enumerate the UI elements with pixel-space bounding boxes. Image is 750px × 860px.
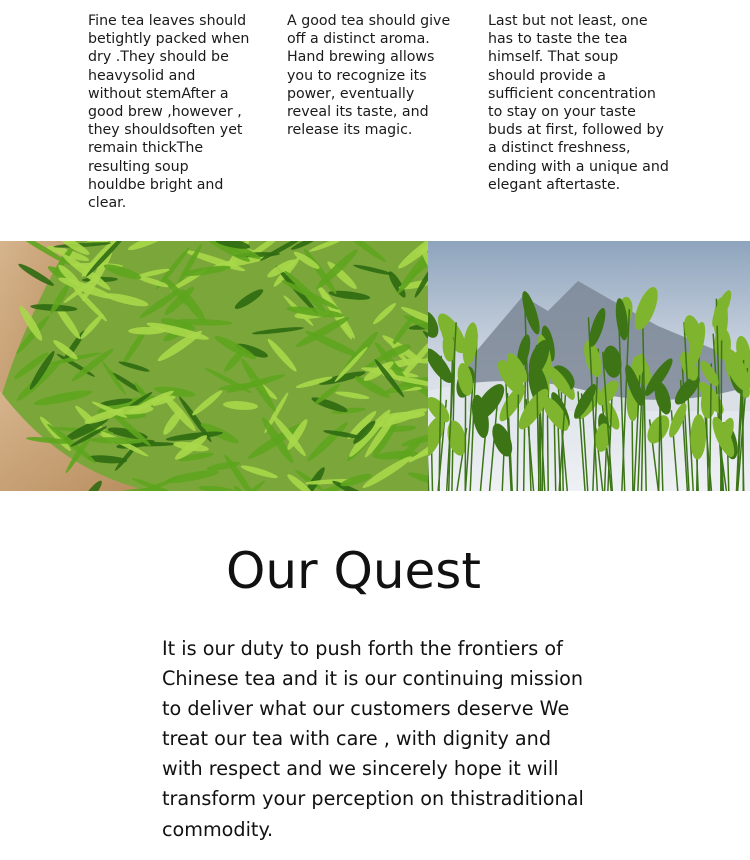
tea-plant-mountain-photo (428, 241, 750, 491)
our-quest-paragraph: It is our duty to push forth the frontiers of Chinese tea and it is our continuing mission to deliver what our customers deserve We treat our tea with care , with dignity and with respect and we sincerely hope it will transform your perception on thistraditional commodity. (162, 637, 584, 841)
tea-leaves-basket-photo (0, 241, 428, 491)
fine-leaves-paragraph: Fine tea leaves should betightly packed when dry .They should be heavysolid and without stemAfter a good brew ,however , they shouldsoften yet remain thickThe resulting soup houldbe bright and clear. (88, 13, 250, 212)
taste-paragraph: Last but not least, one has to taste the tea himself. That soup should provide a sufficient concentration to stay on your taste buds at first, followed by a distinct freshness, ending with a unique and elegant aftertaste. (488, 13, 669, 193)
our-quest-heading: Our Quest (226, 542, 481, 600)
aroma-paragraph: A good tea should give off a distinct aroma. Hand brewing allows you to recognize its power, eventually reveal its taste, and release its magic. (287, 13, 451, 139)
